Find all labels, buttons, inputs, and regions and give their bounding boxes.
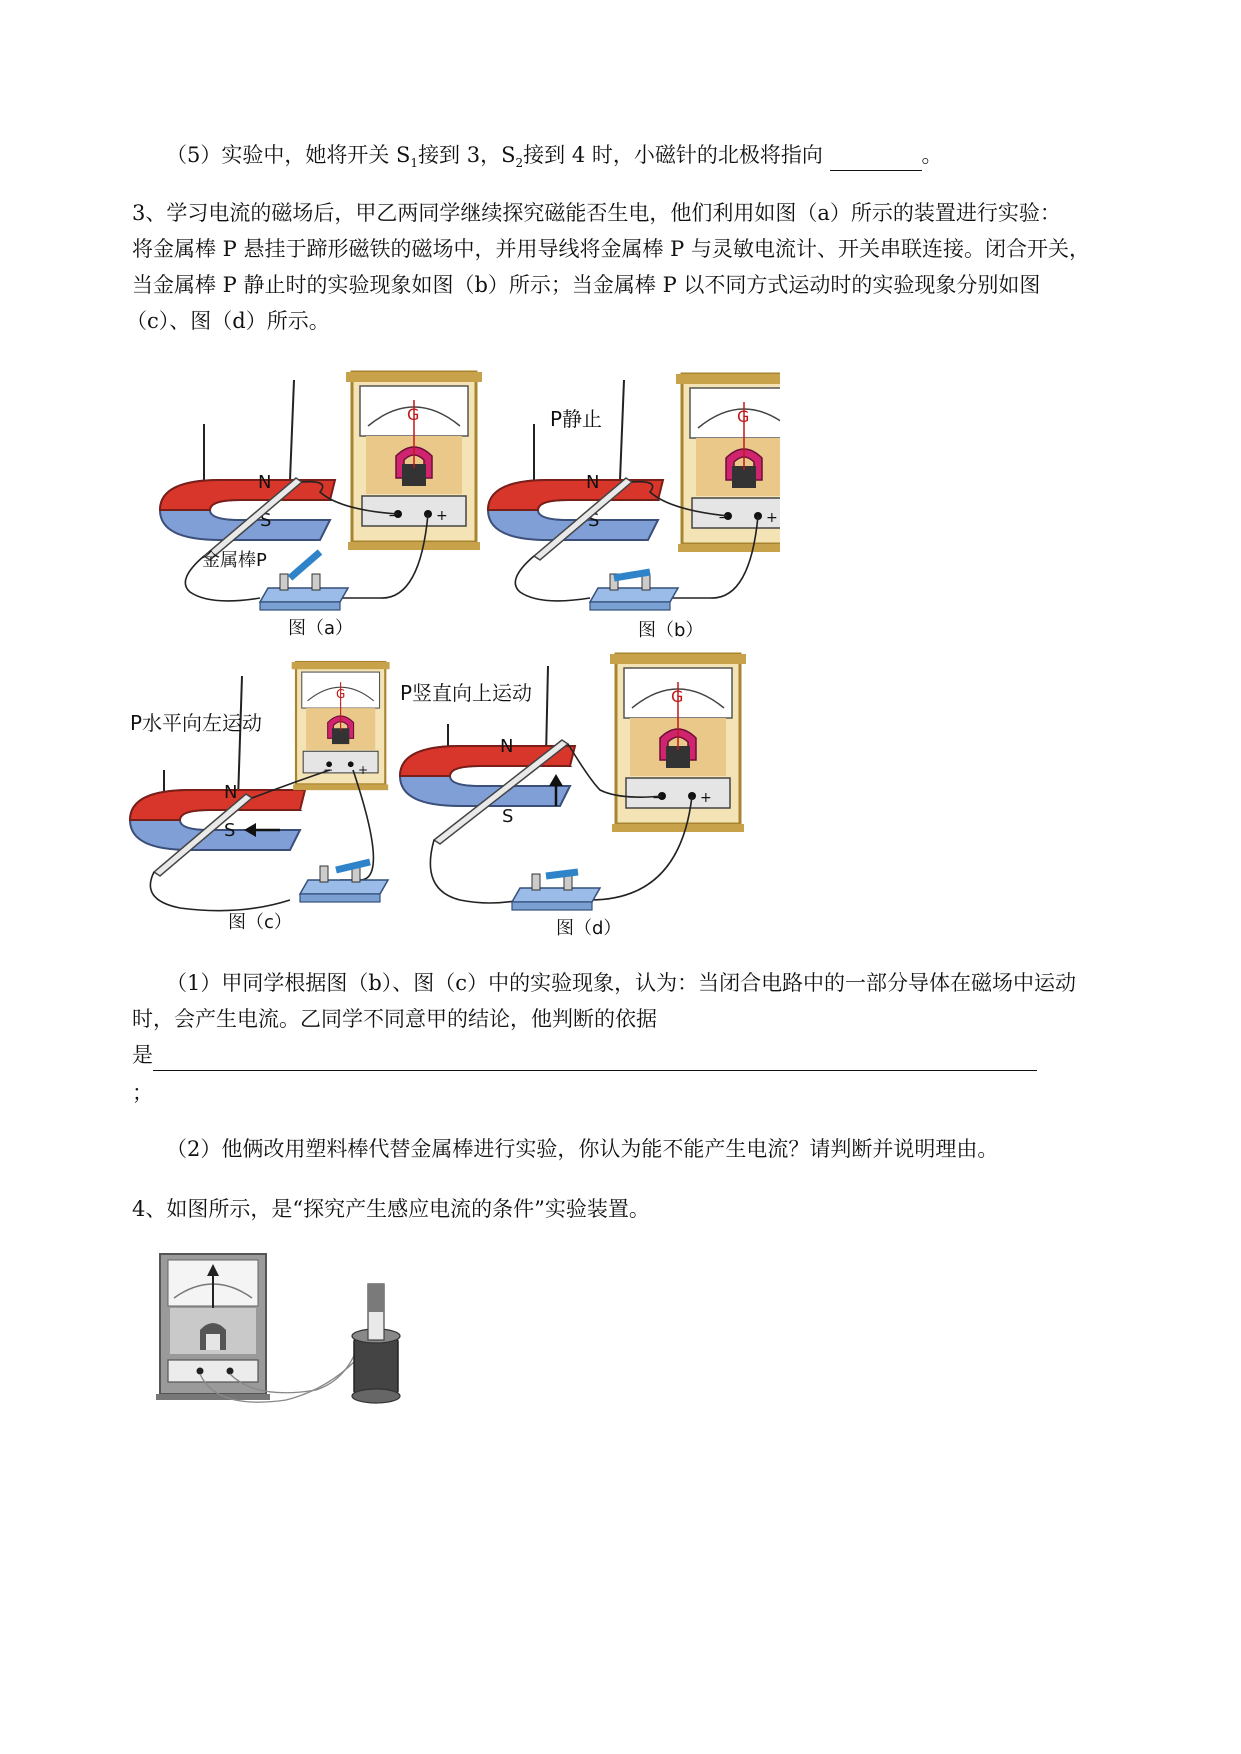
figure-set-abcd [120,360,780,940]
magnet-n-label-d: N [500,736,514,757]
state-label-c: P水平向左运动 [130,711,263,735]
magnet-n-label-a: N [258,472,272,493]
galvanometer-label-b: G [737,407,750,426]
terminal-minus-d: − [652,790,664,806]
q3-line3: 当金属棒 P 静止时的实验现象如图（b）所示；当金属棒 P 以不同方式运动时的实验现象分别如图 [132,273,1041,297]
q3-sub1-line1: （1）甲同学根据图（b）、图（c）中的实验现象，认为：当闭合电路中的一部分导体在磁场中运动 [166,971,1077,995]
rod-label-a: 金属棒P [202,550,267,571]
terminal-plus-b: + [766,510,778,526]
terminal-plus-a: + [436,508,448,524]
magnet-n-label-c: N [224,782,238,803]
q3-sub1-end: ； [132,1081,153,1105]
galvanometer-label-c: G [336,687,346,701]
terminal-plus-c: + [358,763,369,777]
q3-sub1-line2: 时，会产生电流。乙同学不同意甲的结论，他判断的依据 [132,1007,657,1031]
galvanometer-label-a: G [407,405,420,424]
terminal-plus-d: + [700,790,712,806]
q3-sub2: （2）他俩改用塑料棒代替金属棒进行实验，你认为能不能产生电流？请判断并说明理由。 [166,1137,999,1161]
magnet-n-label-b: N [586,472,600,493]
answer-blank[interactable] [830,140,922,171]
figure-d [400,654,746,939]
terminal-minus-c: − [323,763,334,777]
magnet-s-label-c: S [224,820,236,841]
caption-a: 图（a） [288,618,354,639]
terminal-minus-a: − [388,508,400,524]
galvanometer-label-d: G [671,687,684,706]
q3-line2: 将金属棒 P 悬挂于蹄形磁铁的磁场中，并用导线将金属棒 P 与灵敏电流计、开关串联连接。闭合开关， [132,237,1090,261]
figure-q4-apparatus [156,1250,416,1420]
q4-line1: 4、如图所示，是“探究产生感应电流的条件”实验装置。 [132,1197,650,1221]
q3-line4: （c）、图（d）所示。 [126,309,330,333]
state-label-b: P静止 [550,407,603,431]
magnet-s-label-b: S [588,510,600,531]
q3-sub1-line3: 是 [132,1040,1037,1071]
answer-blank-basis[interactable] [153,1040,1037,1071]
caption-b: 图（b） [638,620,704,641]
caption-c: 图（c） [228,912,292,933]
magnet-s-label-a: S [260,510,272,531]
figure-a [160,372,482,639]
q3-line1: 3、学习电流的磁场后，甲乙两同学继续探究磁能否生电，他们利用如图（a）所示的装置进行实验： [132,201,1061,225]
caption-d: 图（d） [556,918,622,939]
q2-item5: （5）实验中，她将开关 $S_1$接到 3，$S_2$接到 4 时，小磁针的北极将指向 。 [166,140,943,178]
figure-c [130,662,390,933]
magnet-s-label-d: S [502,806,514,827]
figure-b [488,374,780,641]
terminal-minus-b: − [718,510,730,526]
state-label-d: P竖直向上运动 [400,681,533,705]
